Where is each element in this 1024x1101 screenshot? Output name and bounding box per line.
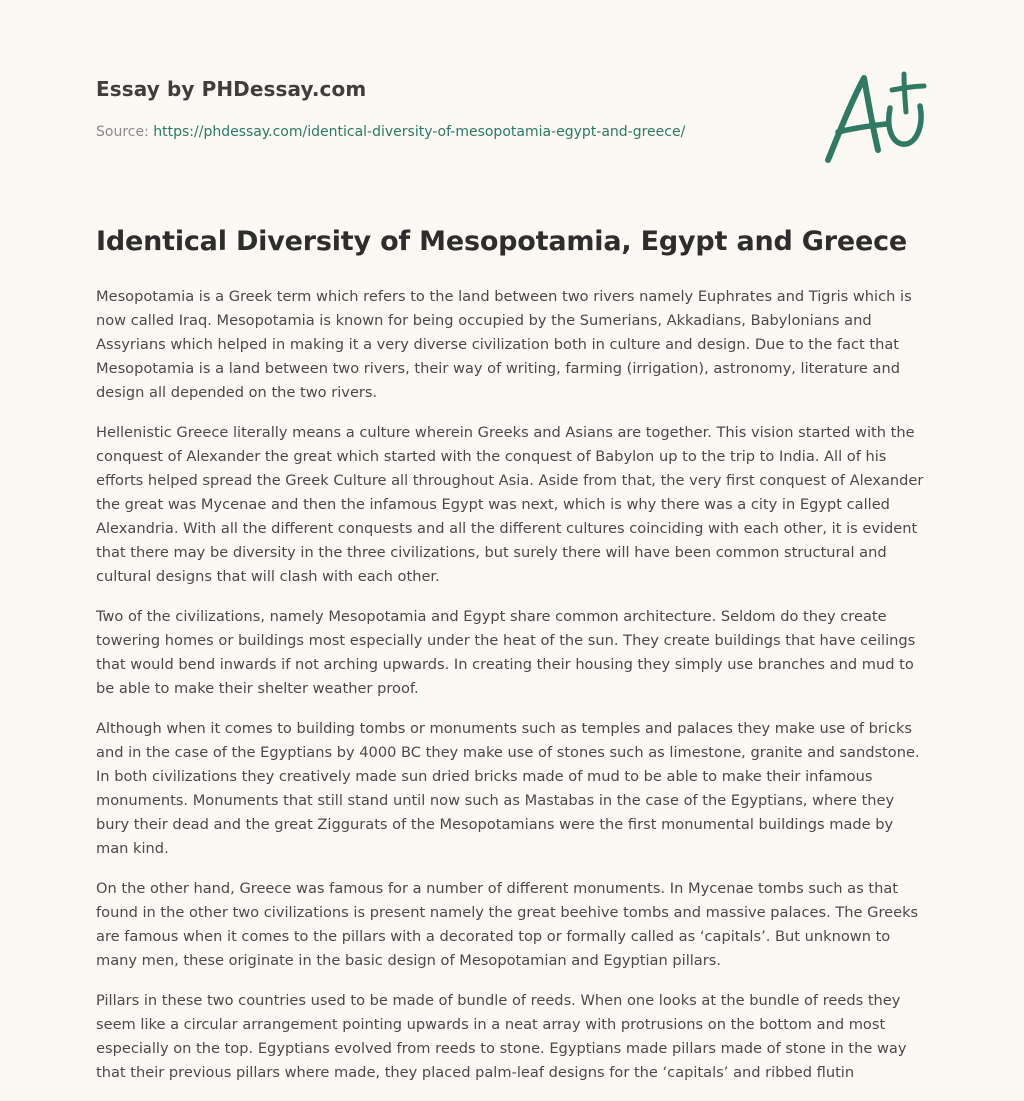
source-link[interactable]: https://phdessay.com/identical-diversity-of-mesopotamia-egypt-and-greece/ bbox=[153, 124, 686, 140]
essay-title: Identical Diversity of Mesopotamia, Egypt and Greece bbox=[96, 226, 908, 257]
essay-page bbox=[96, 0, 928, 1100]
essay-paragraph-6: Pillars in these two countries used to be made of bundle of reeds. When one looks at the bundle of reeds they seem like a circular arrangement pointing upwards in a neat array with protrusions on the bottom and most especially on the top. Egyptians evolved from reeds to stone. Egyptians made pillars made of stone in the way that their previous pillars where made, they placed palm-leaf designs for the ‘capitals’ and ribbed flutin bbox=[96, 992, 907, 1081]
essay-paragraph-2: Hellenistic Greece literally means a culture wherein Greeks and Asians are together. This vision started with the conquest of Alexander the great which started with the conquest of Babylon up to the trip to India. All of his efforts helped spread the Greek Culture all throughout Asia. Aside from that, the very first conquest of Alexander the great was Mycenae and then the infamous Egypt was next, which is why there was a city in Egypt called Alexandria. With all the different conquests and all the different cultures coinciding with each other, it is evident that there may be diversity in the three civilizations, but surely there will have been common structural and cultural designs that will clash with each other. bbox=[96, 424, 924, 585]
essay-paragraph-3: Two of the civilizations, namely Mesopotamia and Egypt share common architecture. Seldom do they create towering homes or buildings most especially under the heat of the sun. They create buildings that have ceilings that would bend inwards if not arching upwards. In creating their housing they simply use branches and mud to be able to make their shelter weather proof. bbox=[96, 608, 916, 697]
source-line bbox=[96, 124, 685, 140]
essay-paragraph-4: Although when it comes to building tombs or monuments such as temples and palaces they make use of bricks and in the case of the Egyptians by 4000 BC they make use of stones such as limestone, granite and sandstone. In both civilizations they creatively made sun dried bricks made of mud to be able to make their infamous monuments. Monuments that still stand until now such as Mastabas in the case of the Egyptians, where they bury their dead and the great Ziggurats of the Mesopotamians were the first monumental buildings made by man kind. bbox=[96, 720, 920, 857]
a-plus-grade-logo-icon bbox=[820, 66, 930, 166]
site-brand: Essay by PHDessay.com bbox=[96, 77, 367, 101]
source-label: Source: bbox=[96, 124, 149, 140]
essay-paragraph-5: On the other hand, Greece was famous for a number of different monuments. In Mycenae tombs such as that found in the other two civilizations is present namely the great beehive tombs and massive palaces. The Greeks are famous when it comes to the pillars with a decorated top or formally called as ‘capitals’. But unknown to many men, these originate in the basic design of Mesopotamian and Egyptian pillars. bbox=[96, 880, 919, 969]
essay-body bbox=[96, 285, 928, 1101]
essay-paragraph-1: Mesopotamia is a Greek term which refers to the land between two rivers namely Euphrates and Tigris which is now called Iraq. Mesopotamia is known for being occupied by the Sumerians, Akkadians, Babylonians and Assyrians which helped in making it a very diverse civilization both in culture and design. Due to the fact that Mesopotamia is a land between two rivers, their way of writing, farming (irrigation), astronomy, literature and design all depended on the two rivers. bbox=[96, 288, 912, 401]
